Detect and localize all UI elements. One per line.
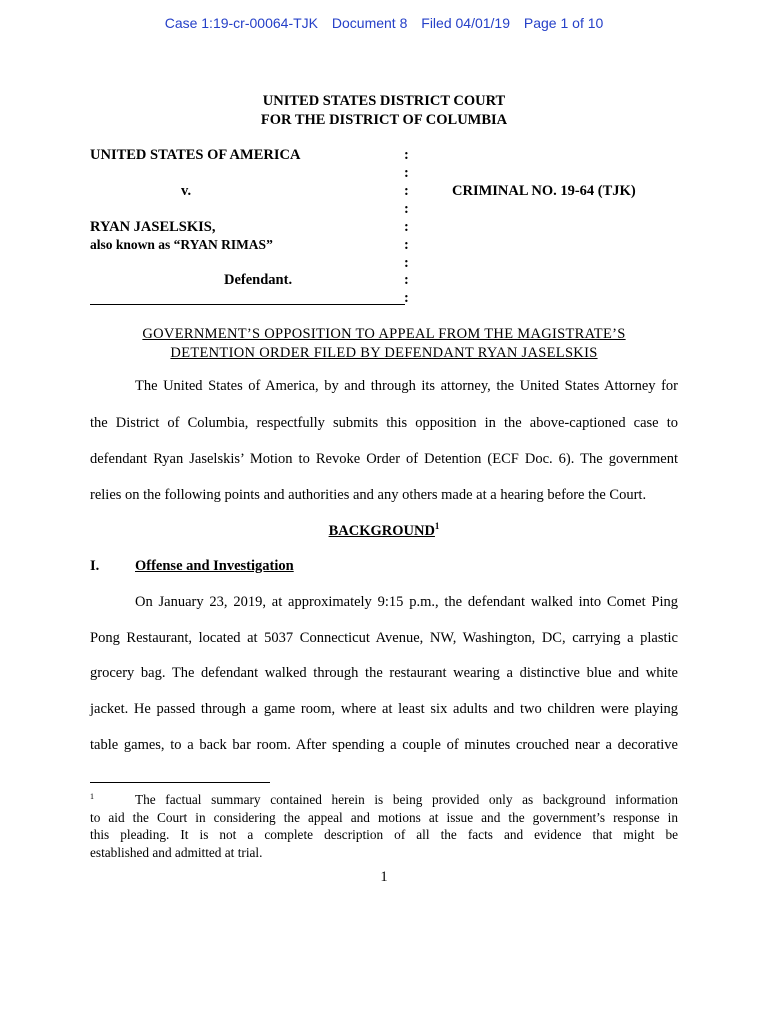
section-heading: Offense and Investigation (135, 558, 294, 574)
footnote-reference: 1 (434, 521, 440, 532)
caption-separator: : (404, 147, 409, 163)
caption-defendant-label: Defendant. (224, 272, 293, 288)
caption-versus: v. (181, 183, 192, 199)
caption-separator: : (404, 237, 409, 253)
caption-underline (90, 304, 405, 305)
case-number-stamp: Case 1:19-cr-00064-TJK (164, 15, 318, 31)
caption-case-number: CRIMINAL NO. 19-64 (TJK) (452, 183, 636, 199)
caption-separator: : (404, 272, 409, 288)
intro-line: The United States of America, by and through its attorney, the United States Attorney for (135, 378, 678, 394)
footnote-line: this pleading. It is not a complete description of all the facts and evidence that might be (90, 827, 678, 842)
court-name-line2: FOR THE DISTRICT OF COLUMBIA (260, 112, 508, 128)
body-line: table games, to a back bar room. After spending a couple of minutes crouched near a decorative (90, 737, 678, 753)
caption-separator: : (404, 183, 409, 199)
body-line: grocery bag. The defendant walked through the restaurant wearing a distinctive blue and white (90, 665, 678, 681)
court-name-line1: UNITED STATES DISTRICT COURT (262, 93, 506, 109)
intro-line: the District of Columbia, respectfully submits this opposition in the above-captioned case to (90, 415, 678, 431)
caption-separator: : (404, 290, 409, 306)
body-line: Pong Restaurant, located at 5037 Connecticut Avenue, NW, Washington, DC, carrying a plastic (90, 630, 678, 646)
footnote-separator (90, 782, 270, 783)
background-heading-text: BACKGROUND (328, 523, 435, 539)
caption-defendant-name: RYAN JASELSKIS, (90, 219, 216, 235)
section-number: I. (90, 558, 100, 574)
caption-aka: also known as “RYAN RIMAS” (90, 237, 273, 252)
footnote-line: to aid the Court in considering the appeal and motions at issue and the government’s response in (90, 810, 678, 825)
caption-separator: : (404, 201, 409, 217)
caption-plaintiff: UNITED STATES OF AMERICA (90, 147, 301, 163)
document-number-stamp: Document 8 (331, 15, 408, 31)
intro-line: relies on the following points and authorities and any others made at a hearing before the Court. (90, 487, 647, 503)
caption-separator: : (404, 255, 409, 271)
intro-line: defendant Ryan Jaselskis’ Motion to Revoke Order of Detention (ECF Doc. 6). The government (90, 451, 678, 467)
page-count-stamp: Page 1 of 10 (523, 15, 604, 31)
motion-title-line1: GOVERNMENT’S OPPOSITION TO APPEAL FROM THE MAGISTRATE’S (142, 326, 626, 342)
caption-separator: : (404, 165, 409, 181)
body-line: On January 23, 2019, at approximately 9:15 p.m., the defendant walked into Comet Ping (135, 594, 678, 610)
filing-stamp (0, 15, 768, 31)
footnote-marker: 1 (90, 792, 94, 801)
filed-date-stamp: Filed 04/01/19 (421, 15, 510, 31)
page-number: 1 (380, 869, 388, 885)
footnote-line: The factual summary contained herein is being provided only as background information (135, 792, 678, 807)
background-heading (0, 523, 768, 540)
body-line: jacket. He passed through a game room, where at least six adults and two children were playing (90, 701, 678, 717)
footnote-line: established and admitted at trial. (90, 845, 263, 860)
motion-title-line2: DETENTION ORDER FILED BY DEFENDANT RYAN JASELSKIS (170, 345, 598, 361)
caption-separator: : (404, 219, 409, 235)
